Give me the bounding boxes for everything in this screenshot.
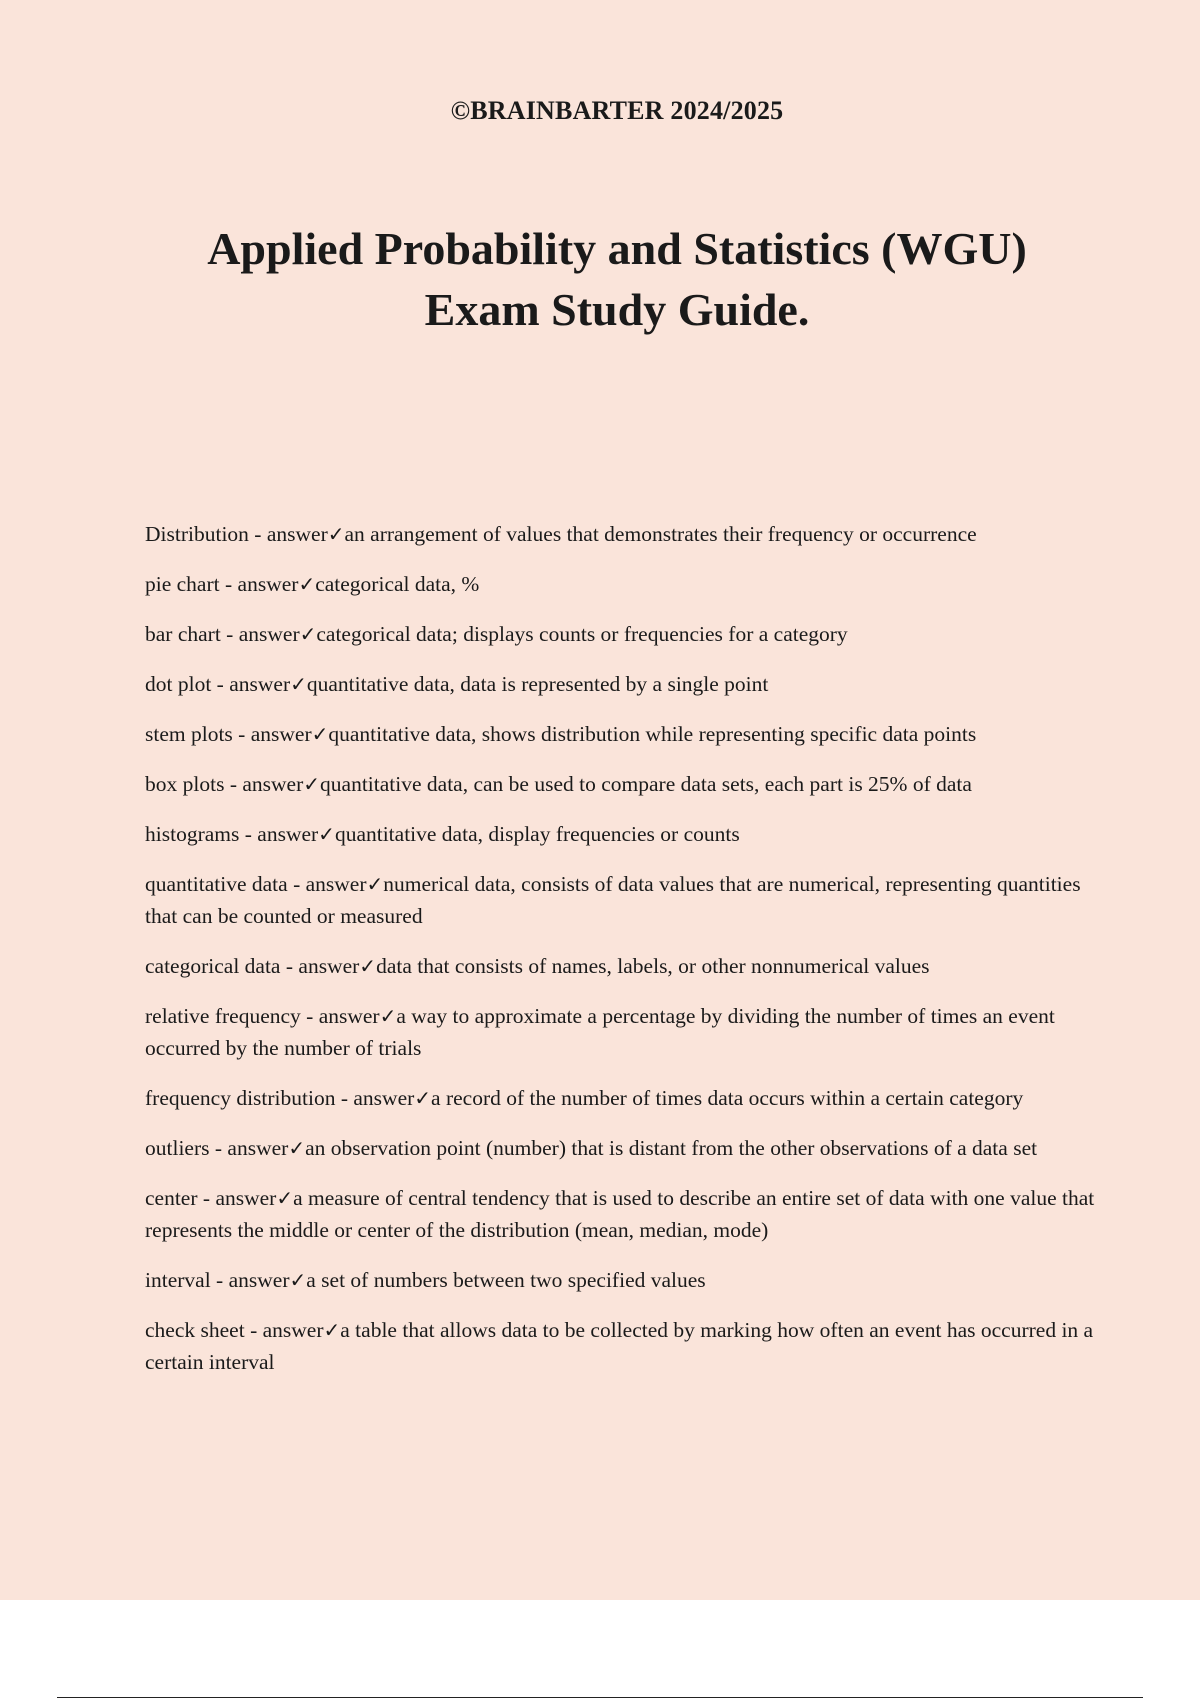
- entry-definition: an arrangement of values that demonstrates their frequency or occurrence: [344, 522, 977, 546]
- check-icon: ✓: [311, 722, 329, 746]
- entry-definition: a way to approximate a percentage by dividing the number of times an event occurred by the number of trials: [145, 1004, 1055, 1060]
- check-icon: ✓: [323, 1318, 341, 1342]
- study-entry: dot plot - answer✓quantitative data, data is represented by a single point: [145, 672, 769, 696]
- entry-term: center: [145, 1186, 198, 1210]
- answer-marker: answer: [215, 1186, 277, 1210]
- entry-definition: data that consists of names, labels, or other nonnumerical values: [376, 954, 930, 978]
- entry-definition: numerical data, consists of data values that are numerical, representing quantities that can be counted or measured: [145, 872, 1081, 928]
- study-entry: outliers - answer✓an observation point (number) that is distant from the other observations of a data set: [145, 1136, 1038, 1160]
- check-icon: ✓: [288, 1136, 306, 1160]
- entry-term: dot plot: [145, 672, 212, 696]
- check-icon: ✓: [366, 872, 384, 896]
- document-title: [0, 218, 1200, 340]
- entry-term: Distribution: [145, 522, 249, 546]
- entry-definition: a record of the number of times data occurs within a certain category: [431, 1086, 1024, 1110]
- entry-term: frequency distribution: [145, 1086, 336, 1110]
- answer-marker: answer: [262, 1318, 324, 1342]
- check-icon: ✓: [303, 772, 321, 796]
- answer-marker: answer: [353, 1086, 415, 1110]
- entry-definition: a measure of central tendency that is used to describe an entire set of data with one value that represents the middle or center of the distribution (mean, median, mode): [145, 1186, 1095, 1242]
- study-entry: histograms - answer✓quantitative data, display frequencies or counts: [145, 822, 740, 846]
- answer-marker: answer: [227, 1136, 289, 1160]
- check-icon: ✓: [289, 1268, 307, 1292]
- check-icon: ✓: [290, 672, 307, 696]
- entry-term: quantitative data: [145, 872, 288, 896]
- check-icon: ✓: [318, 822, 335, 846]
- entry-term: stem plots: [145, 722, 233, 746]
- study-entry: interval - answer✓a set of numbers between two specified values: [145, 1268, 706, 1292]
- study-entry: quantitative data - answer✓numerical data, consists of data values that are numerical, representing quantities that can be counted or measured: [145, 872, 1081, 928]
- entry-term: check sheet: [145, 1318, 245, 1342]
- study-entry: categorical data - answer✓data that consists of names, labels, or other nonnumerical values: [145, 954, 930, 978]
- check-icon: ✓: [299, 622, 317, 646]
- entry-definition: quantitative data, can be used to compare data sets, each part is 25% of data: [320, 772, 972, 796]
- entry-definition: quantitative data, data is represented by a single point: [306, 672, 769, 696]
- entry-term: categorical data: [145, 954, 281, 978]
- answer-marker: answer: [257, 822, 319, 846]
- check-icon: ✓: [298, 572, 316, 596]
- check-icon: ✓: [327, 522, 345, 546]
- entry-term: relative frequency: [145, 1004, 301, 1028]
- entry-term: bar chart: [145, 622, 221, 646]
- study-guide-entries: [145, 518, 1095, 1396]
- study-entry: check sheet - answer✓a table that allows data to be collected by marking how often an event has occurred in a certain interval: [145, 1318, 1094, 1374]
- title-line-1: Applied Probability and Statistics (WGU): [207, 223, 1027, 274]
- check-icon: ✓: [379, 1004, 397, 1028]
- entry-definition: quantitative data, display frequencies or counts: [334, 822, 740, 846]
- answer-marker: answer: [237, 572, 299, 596]
- answer-marker: answer: [250, 722, 312, 746]
- entry-term: interval: [145, 1268, 211, 1292]
- title-line-2: Exam Study Guide.: [424, 284, 810, 335]
- study-entry: center - answer✓a measure of central tendency that is used to describe an entire set of data with one value that represents the middle or center of the distribution (mean, median, mode): [145, 1186, 1095, 1242]
- study-entry: Distribution - answer✓an arrangement of values that demonstrates their frequency or occurrence: [145, 522, 977, 546]
- answer-marker: answer: [305, 872, 367, 896]
- study-entry: relative frequency - answer✓a way to approximate a percentage by dividing the number of times an event occurred by the number of trials: [145, 1004, 1055, 1060]
- entry-definition: an observation point (number) that is distant from the other observations of a data set: [305, 1136, 1038, 1160]
- check-icon: ✓: [414, 1086, 432, 1110]
- study-entry: stem plots - answer✓quantitative data, shows distribution while representing specific data points: [145, 722, 977, 746]
- check-icon: ✓: [359, 954, 377, 978]
- entry-term: pie chart: [145, 572, 220, 596]
- answer-marker: answer: [298, 954, 360, 978]
- answer-marker: answer: [242, 772, 304, 796]
- entry-definition: a set of numbers between two specified values: [306, 1268, 706, 1292]
- answer-marker: answer: [228, 1268, 290, 1292]
- answer-marker: answer: [238, 622, 300, 646]
- entry-definition: categorical data; displays counts or frequencies for a category: [316, 622, 848, 646]
- answer-marker: answer: [266, 522, 328, 546]
- entry-term: histograms: [145, 822, 240, 846]
- check-icon: ✓: [276, 1186, 294, 1210]
- copyright-header: ©BRAINBARTER 2024/2025: [450, 96, 784, 125]
- entry-definition: quantitative data, shows distribution while representing specific data points: [328, 722, 977, 746]
- study-entry: pie chart - answer✓categorical data, %: [145, 572, 480, 596]
- footer-divider: [57, 1697, 1143, 1698]
- entry-definition: categorical data, %: [315, 572, 480, 596]
- study-entry: box plots - answer✓quantitative data, can be used to compare data sets, each part is 25% of data: [145, 772, 972, 796]
- entry-definition: a table that allows data to be collected by marking how often an event has occurred in a certain interval: [145, 1318, 1094, 1374]
- study-entry: frequency distribution - answer✓a record of the number of times data occurs within a certain category: [145, 1086, 1024, 1110]
- entry-term: box plots: [145, 772, 225, 796]
- answer-marker: answer: [229, 672, 291, 696]
- answer-marker: answer: [318, 1004, 380, 1028]
- entry-term: outliers: [145, 1136, 210, 1160]
- study-entry: bar chart - answer✓categorical data; displays counts or frequencies for a category: [145, 622, 848, 646]
